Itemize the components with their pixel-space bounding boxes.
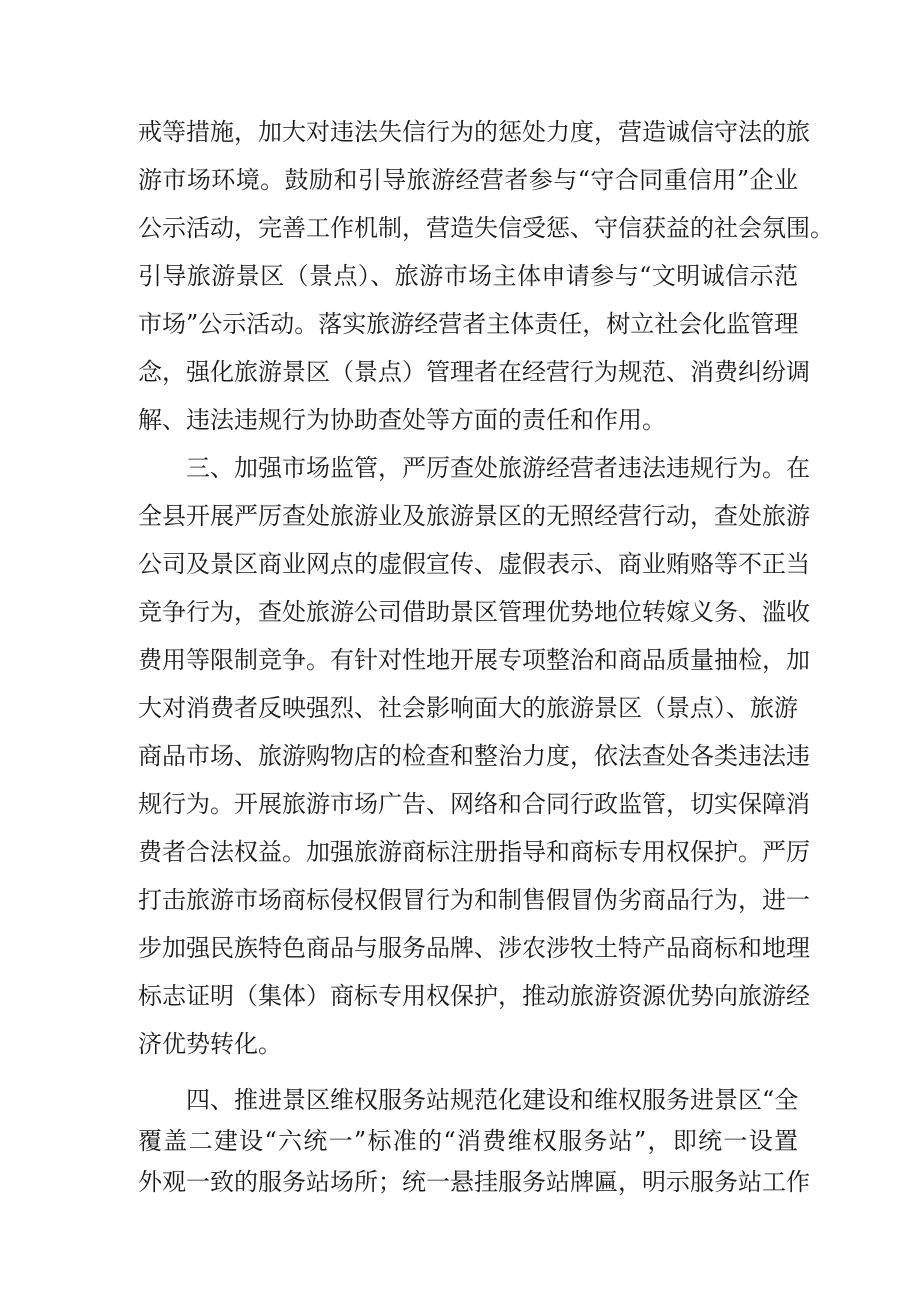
text-line: 覆盖二建设“六统一”标准的“消费维权服务站”，即统一设置 xyxy=(138,1127,798,1155)
text-line: 全县开展严厉查处旅游业及旅游景区的无照经营行动，查处旅游 xyxy=(138,502,810,530)
text-line: 规行为。开展旅游市场广告、网络和合同行政监管，切实保障消 xyxy=(138,790,810,818)
text-line: 竞争行为，查处旅游公司借助景区管理优势地位转嫁义务、滥收 xyxy=(138,598,810,626)
text-line: 费者合法权益。加强旅游商标注册指导和商标专用权保护。严厉 xyxy=(138,838,810,866)
text-line: 戒等措施，加大对违法失信行为的惩处力度，营造诚信守法的旅 xyxy=(138,118,810,146)
text-line: 念，强化旅游景区（景点）管理者在经营行为规范、消费纠纷调 xyxy=(138,358,810,386)
text-line: 步加强民族特色商品与服务品牌、涉农涉牧土特产品商标和地理 xyxy=(138,934,810,962)
text-line: 标志证明（集体）商标专用权保护，推动旅游资源优势向旅游经 xyxy=(138,982,810,1010)
text-line: 打击旅游市场商标侵权假冒行为和制售假冒伪劣商品行为，进一 xyxy=(138,886,810,914)
text-line: 大对消费者反映强烈、社会影响面大的旅游景区（景点）、旅游 xyxy=(138,694,798,722)
text-line: 解、违法违规行为协助查处等方面的责任和作用。 xyxy=(138,406,666,434)
text-line: 公司及景区商业网点的虚假宣传、虚假表示、商业贿赂等不正当 xyxy=(138,550,810,578)
text-line: 费用等限制竞争。有针对性地开展专项整治和商品质量抽检，加 xyxy=(138,646,810,674)
text-line: 商品市场、旅游购物店的检查和整治力度，依法查处各类违法违 xyxy=(138,742,810,770)
text-line: 济优势转化。 xyxy=(138,1030,282,1058)
text-line: 市场”公示活动。落实旅游经营者主体责任，树立社会化监管理 xyxy=(138,310,799,338)
text-line: 引导旅游景区（景点）、旅游市场主体申请参与“文明诚信示范 xyxy=(138,262,798,290)
text-line: 外观一致的服务站场所；统一悬挂服务站牌匾，明示服务站工作 xyxy=(138,1168,810,1196)
text-line: 三、加强市场监管，严厉查处旅游经营者违法违规行为。在 xyxy=(186,454,810,482)
text-line: 公示活动，完善工作机制，营造失信受惩、守信获益的社会氛围。 xyxy=(138,214,834,242)
text-line: 游市场环境。鼓励和引导旅游经营者参与“守合同重信用”企业 xyxy=(138,166,798,194)
text-line: 四、推进景区维权服务站规范化建设和维权服务进景区“全 xyxy=(186,1086,799,1114)
